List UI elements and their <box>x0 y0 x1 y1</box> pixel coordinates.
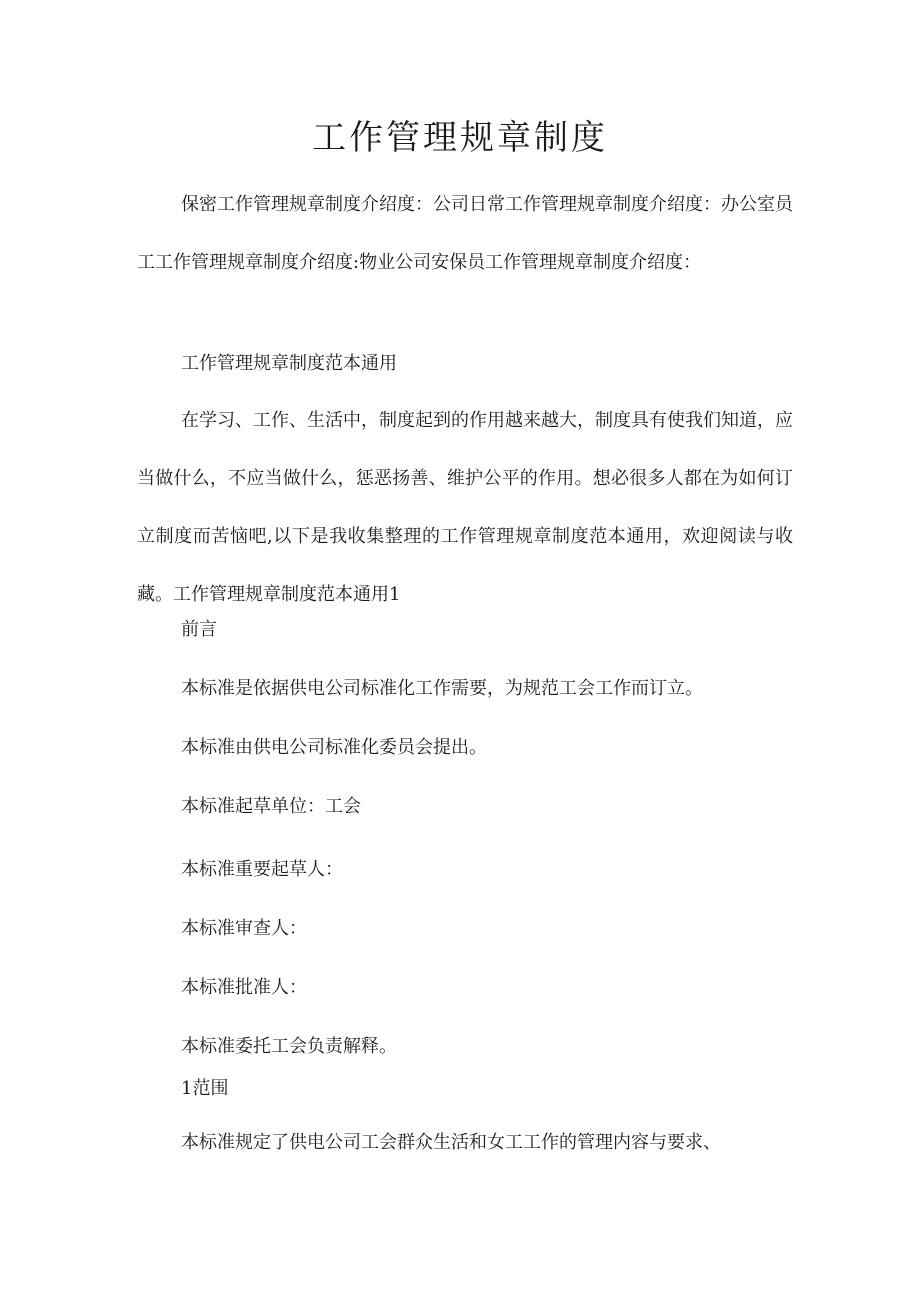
document-title: 工作管理规章制度 <box>312 118 608 158</box>
intro-paragraph: 保密工作管理规章制度介绍度：公司日常工作管理规章制度介绍度：办公室员工工作管理规章制度介绍度:物业公司安保员工作管理规章制度介绍度： <box>137 194 793 273</box>
body-paragraph: 在学习、工作、生活中，制度起到的作用越来越大，制度具有使我们知道，应当做什么，不应当做什么，惩恶扬善、维护公平的作用。想必很多人都在为如何订立制度而苦恼吧,以下是我收集整理的工作管理规章制度范本通用，欢迎阅读与收藏。工作管理规章制度范本通用1 <box>137 410 793 605</box>
section-1-text: 本标准规定了供电公司工会群众生活和女工工作的管理内容与要求、 <box>181 1132 721 1153</box>
foreword-line: 本标准由供电公司标准化委员会提出。 <box>181 737 487 758</box>
foreword-line: 本标准是依据供电公司标准化工作需要，为规范工会工作而订立。 <box>181 678 703 699</box>
foreword-line: 本标准审查人： <box>181 918 307 939</box>
foreword-heading: 前言 <box>181 619 217 640</box>
section-1-heading: 1范围 <box>181 1078 229 1099</box>
foreword-line: 本标准委托工会负责解释。 <box>181 1036 397 1057</box>
foreword-line: 本标准起草单位：工会 <box>181 796 361 817</box>
foreword-line: 本标准批准人： <box>181 977 307 998</box>
subtitle-line: 工作管理规章制度范本通用 <box>181 353 397 374</box>
foreword-line: 本标准重要起草人： <box>181 859 343 880</box>
